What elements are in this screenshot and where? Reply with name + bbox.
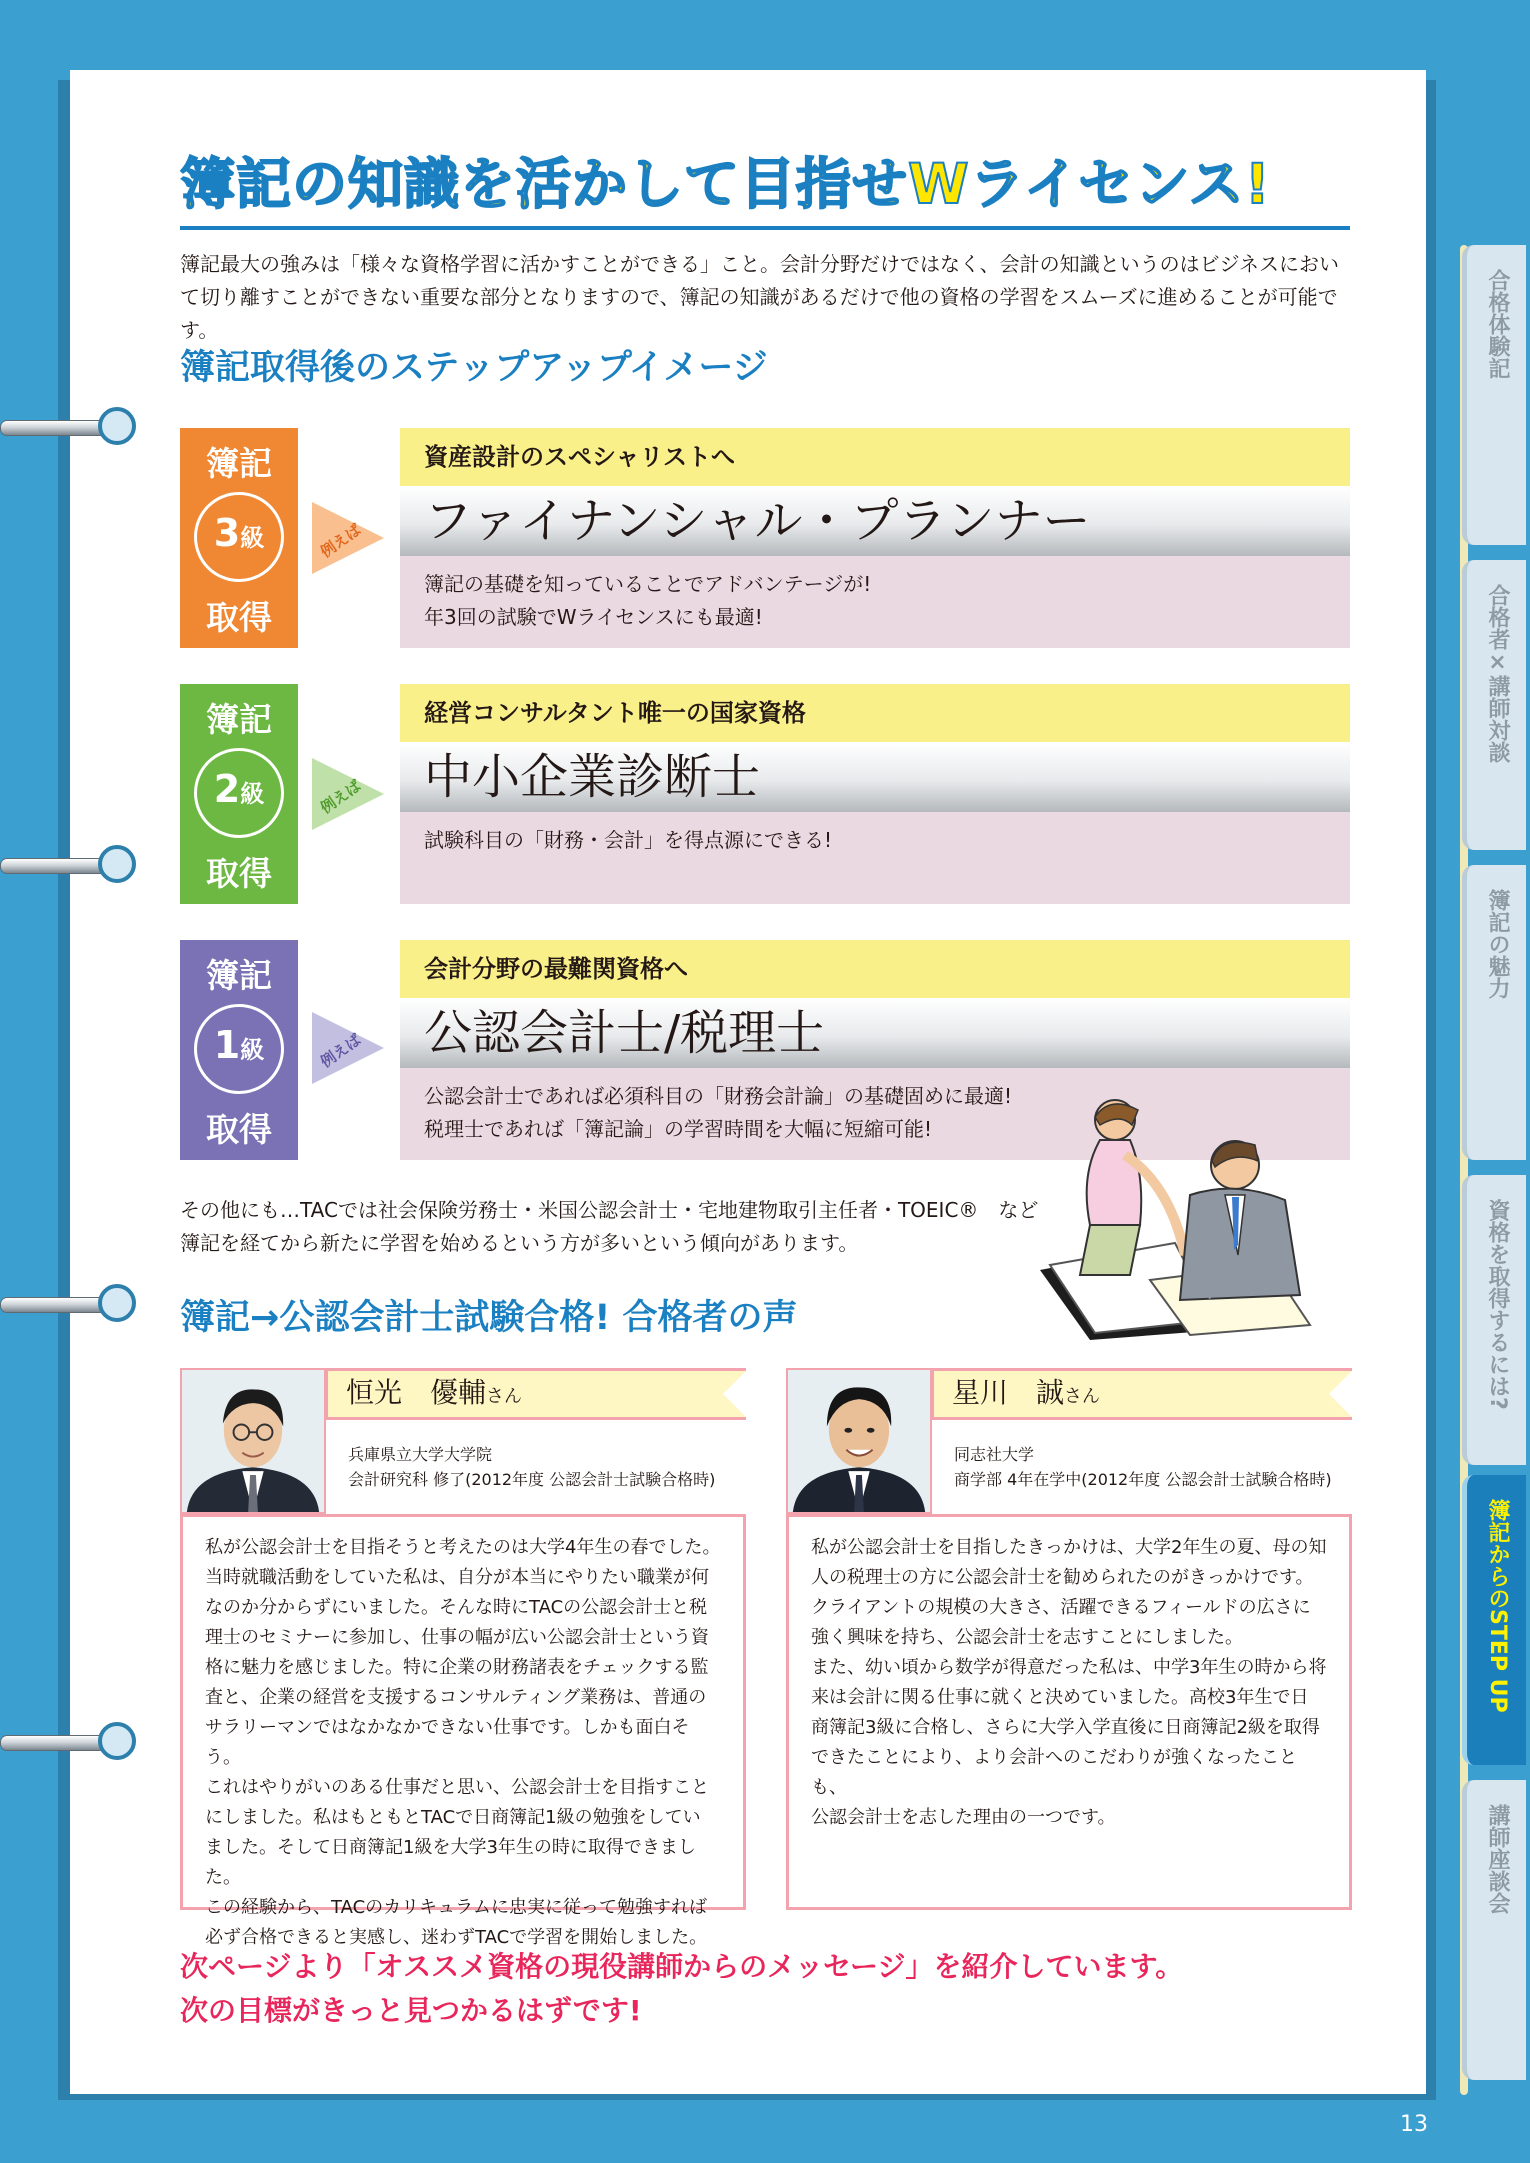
tab-label: 簿記の魅力 <box>1485 889 1510 999</box>
testimonial-line: 査と、企業の経営を支援するコンサルティング業務は、普通の <box>205 1687 707 1708</box>
level-circle <box>194 492 284 582</box>
voice-card-1 <box>180 1368 746 1948</box>
person-school <box>348 1442 748 1492</box>
level-2-badge <box>180 684 298 904</box>
info-desc-line: 簿記の基礎を知っていることでアドバンテージが! <box>424 572 872 596</box>
level-number: 3 <box>213 511 241 555</box>
intro-text: 簿記最大の強みは「様々な資格学習に活かすことができる」こと。会計分野だけではなく、会計の知識というのはビジネスにおいて切り離すことができない重要な部分となりますので、簿記の知識があるだけで他の資格の学習をスムーズに進めることが可能です。 <box>180 252 1339 342</box>
school-line: 同志社大学 <box>954 1445 1035 1464</box>
testimonial-line: 理士のセミナーに参加し、仕事の幅が広い公認会計士という資 <box>205 1627 709 1648</box>
title-underline <box>180 226 1350 230</box>
tab-label: 合格体験記 <box>1485 269 1510 379</box>
testimonial-line: なのか分からずにいました。そんな時にTACの公認会計士と税 <box>205 1597 708 1618</box>
tab-section-1[interactable] <box>1462 245 1526 545</box>
info-desc-line: 試験科目の「財務・会計」を得点源にできる! <box>424 828 833 852</box>
info-desc-line: 公認会計士であれば必須科目の「財務会計論」の基礎固めに最適! <box>424 1084 1013 1108</box>
testimonial-line: 商簿記3級に合格し、さらに大学入学直後に日商簿記2級を取得 <box>811 1717 1320 1738</box>
testimonial-line: 当時就職活動をしていた私は、自分が本当にやりたい職業が何 <box>205 1567 709 1588</box>
testimonial-line: できたことにより、より会計へのこだわりが強くなったことも、 <box>811 1747 1297 1798</box>
business-people-illustration <box>1020 1095 1320 1345</box>
level-bottom-label: 取得 <box>206 1110 272 1149</box>
info-title: ファイナンシャル・プランナー <box>400 486 1350 556</box>
school-line: 会計研究科 修了(2012年度 公認会計士試験合格時) <box>348 1470 716 1489</box>
level-kyu: 級 <box>240 780 265 808</box>
level-circle <box>194 1004 284 1094</box>
person-photo <box>786 1368 932 1514</box>
person-name <box>931 1368 1352 1420</box>
voice-card-2 <box>786 1368 1352 1910</box>
level-bottom-label: 取得 <box>206 854 272 893</box>
school-line: 兵庫県立大学大学院 <box>348 1445 493 1464</box>
tab-section-4[interactable] <box>1462 1175 1526 1465</box>
person-name-text: 恒光 優輔 <box>346 1376 487 1409</box>
example-label: 例えば <box>317 1030 365 1072</box>
testimonial-line: 必ず合格できると実感し、迷わずTACで学習を開始しました。 <box>205 1927 708 1948</box>
level-top-label: 簿記 <box>206 700 272 739</box>
level-top-label: 簿記 <box>206 444 272 483</box>
level-number: 2 <box>213 767 241 811</box>
page-number: 13 <box>1400 2112 1428 2137</box>
testimonial-line: 強く興味を持ち、公認会計士を志すことにしました。 <box>811 1627 1243 1648</box>
level-bottom-label: 取得 <box>206 598 272 637</box>
info-headline: 資産設計のスペシャリストへ <box>400 428 1350 486</box>
info-title: 公認会計士/税理士 <box>400 998 1350 1068</box>
message-line: 次の目標がきっと見つかるはずです! <box>180 1994 642 2027</box>
testimonial-line: 人の税理士の方に公認会計士を勧められたのがきっかけです。 <box>811 1567 1314 1588</box>
testimonial-line: また、幼い頃から数学が得意だった私は、中学3年生の時から将 <box>811 1657 1327 1678</box>
example-label: 例えば <box>317 776 365 818</box>
name-suffix: さん <box>1064 1386 1101 1407</box>
testimonial-line: 私が公認会計士を目指そうと考えたのは大学4年生の春でした。 <box>205 1537 721 1558</box>
tab-label: 資格を取得するには? <box>1485 1199 1510 1410</box>
testimonial-line: サラリーマンではなかなかできない仕事です。しかも面白そう。 <box>205 1717 690 1768</box>
person-school <box>954 1442 1354 1492</box>
tab-label: 講師座談会 <box>1485 1804 1510 1914</box>
page-title: 簿記の知識を活かして目指せWライセンス! <box>180 152 1271 216</box>
testimonial-line: 格に魅力を感じました。特に企業の財務諸表をチェックする監 <box>205 1657 709 1678</box>
tab-section-3[interactable] <box>1462 865 1526 1160</box>
info-body <box>400 812 1350 904</box>
info-desc-line: 年3回の試験でWライセンスにも最適! <box>424 605 763 629</box>
testimonial-line: これはやりがいのある仕事だと思い、公認会計士を目指すこと <box>205 1777 709 1798</box>
binder-ring <box>0 841 140 889</box>
testimonial-line: この経験から、TACのカリキュラムに忠実に従って勉強すれば <box>205 1897 707 1918</box>
person-photo <box>180 1368 326 1514</box>
others-line: 簿記を経てから新たに学習を始めるという方が多いという傾向があります。 <box>180 1231 859 1255</box>
voices-heading: 簿記→公認会計士試験合格! 合格者の声 <box>180 1298 798 1338</box>
info-headline: 会計分野の最難関資格へ <box>400 940 1350 998</box>
info-desc-line: 税理士であれば「簿記論」の学習時間を大幅に短縮可能! <box>424 1117 933 1141</box>
stepup-heading: 簿記取得後のステップアップイメージ <box>180 348 768 388</box>
binder-ring <box>0 1280 140 1328</box>
testimonial-line: 来は会計に関る仕事に就くと決めていました。高校3年生で日 <box>811 1687 1309 1708</box>
person-name-text: 星川 誠 <box>952 1376 1065 1409</box>
section-tabs <box>1462 245 1530 2095</box>
example-label: 例えば <box>317 520 365 562</box>
level-number: 1 <box>213 1023 241 1067</box>
tab-label: 合格者×講師対談 <box>1485 584 1510 763</box>
testimonial-line: クライアントの規模の大きさ、活躍できるフィールドの広さに <box>811 1597 1311 1618</box>
testimonial-text <box>180 1514 746 1948</box>
level-kyu: 級 <box>240 524 265 552</box>
tab-section-6[interactable] <box>1462 1780 1526 2080</box>
binder-ring <box>0 403 140 451</box>
person-name <box>325 1368 746 1420</box>
level-1-badge <box>180 940 298 1160</box>
tab-section-5-active[interactable] <box>1462 1475 1526 1765</box>
testimonial-line: にしました。私はもともとTACで日商簿記1級の勉強をしてい <box>205 1807 701 1828</box>
school-line: 商学部 4年在学中(2012年度 公認会計士試験合格時) <box>954 1470 1332 1489</box>
message-line: 次ページより「オススメ資格の現役講師からのメッセージ」を紹介しています。 <box>180 1950 1184 1983</box>
testimonial-line: 私が公認会計士を目指したきっかけは、大学2年生の夏、母の知 <box>811 1537 1327 1558</box>
tab-label: 簿記からのSTEP UP <box>1485 1499 1510 1713</box>
info-title: 中小企業診断士 <box>400 742 1350 812</box>
tab-section-2[interactable] <box>1462 560 1526 850</box>
level-3-badge <box>180 428 298 648</box>
level-2-info <box>400 684 1350 904</box>
testimonial-line: ました。そして日商簿記1級を大学3年生の時に取得できました。 <box>205 1837 696 1888</box>
testimonial-line: 公認会計士を志した理由の一つです。 <box>811 1807 1116 1828</box>
next-page-message <box>180 1945 1183 2033</box>
testimonial-text <box>786 1514 1352 1910</box>
others-line: その他にも…TACでは社会保険労務士・米国公認会計士・宅地建物取引主任者・TOEIC® など <box>180 1198 1039 1222</box>
name-suffix: さん <box>486 1386 523 1407</box>
info-body <box>400 556 1350 648</box>
level-circle <box>194 748 284 838</box>
others-note <box>180 1194 1060 1260</box>
binder-ring <box>0 1718 140 1766</box>
level-kyu: 級 <box>240 1036 265 1064</box>
level-top-label: 簿記 <box>206 956 272 995</box>
info-headline: 経営コンサルタント唯一の国家資格 <box>400 684 1350 742</box>
level-3-info <box>400 428 1350 648</box>
